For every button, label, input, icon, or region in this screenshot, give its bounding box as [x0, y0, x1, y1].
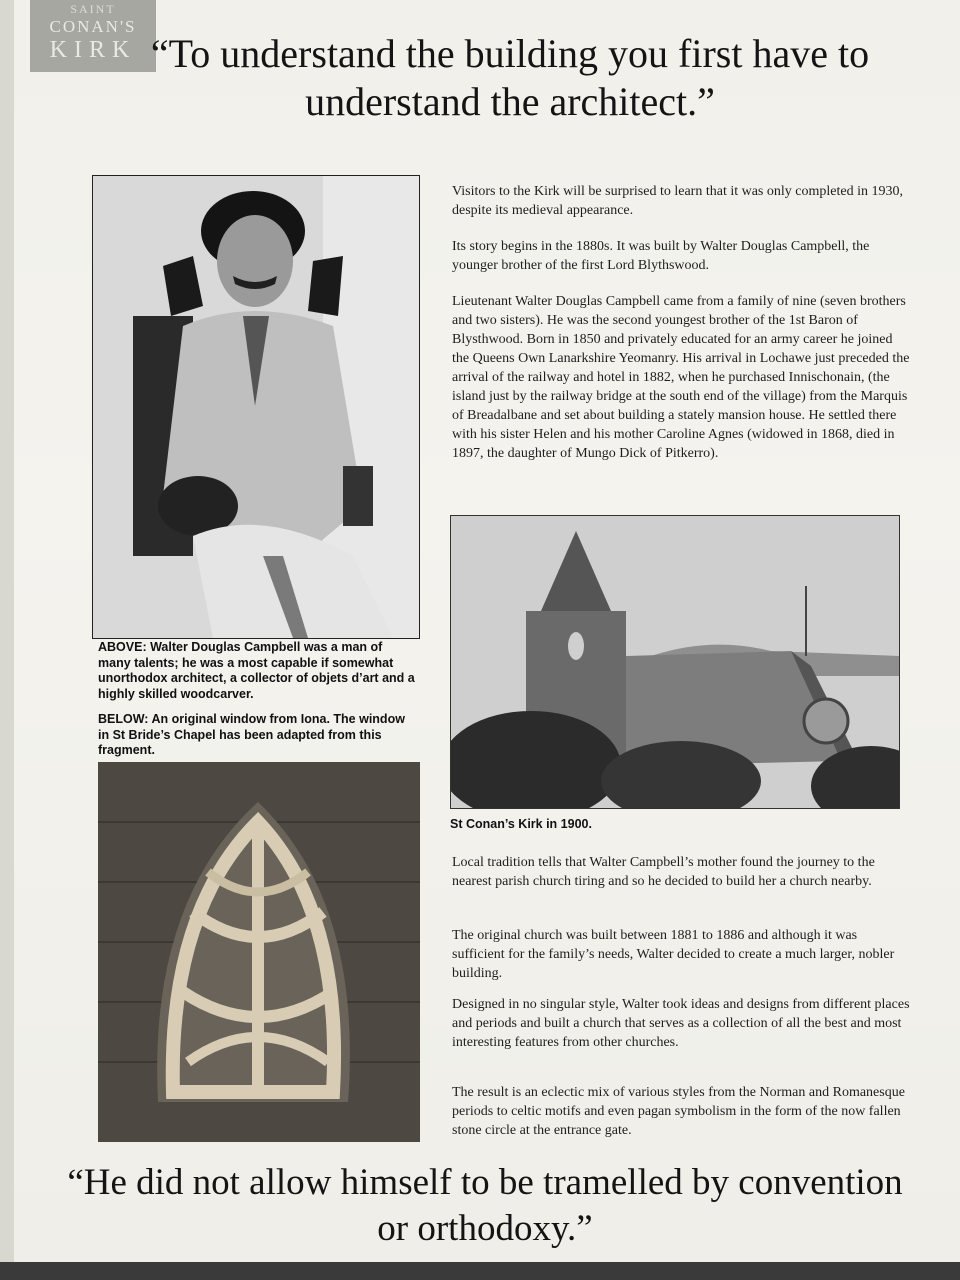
- body-paragraph-2: The original church was built between 1881 to 1886 and although it was sufficient for the family’s needs, Walter decided to create a much larger, nobler building.: [452, 928, 895, 981]
- footer-quote: “He did not allow himself to be tramelled by convention or orthodoxy.”: [67, 1162, 903, 1249]
- intro-paragraph-3: Lieutenant Walter Douglas Campbell came from a family of nine (seven brothers and two sisters). He was the second youngest brother of the 1st Baron of Blysthwood. Born in 1850 and privately educated for an army career he joined the Queens Own Lanarkshire Yeomanry. His arrival in Lochawe just preceded the arrival of the railway and hotel in 1882, when he purchased Innischonain, (the island just by the railway bridge at the south end of the village) from the Marquis of Breadalbane and set about building a stately mansion house. He settled there with his sister Helen and his mother Caroline Agnes (widowed in 1868, died in 1897, the daughter of Mungo Dick of Pitkerro).: [452, 294, 910, 461]
- logo-line-1: SAINT: [70, 2, 116, 16]
- caption-kirk: St Conan’s Kirk in 1900.: [450, 817, 592, 831]
- intro-paragraph-2: Its story begins in the 1880s. It was built by Walter Douglas Campbell, the younger brother of the first Lord Blythswood.: [452, 239, 870, 273]
- portrait-photo: [92, 175, 420, 639]
- caption-below: BELOW: An original window from Iona. The window in St Bride’s Chapel has been adapted from this fragment.: [98, 712, 405, 757]
- kirk-illustration: [451, 516, 899, 808]
- window-fragment-illustration: [98, 762, 420, 1142]
- headline-quote: “To understand the building you first have to understand the architect.”: [150, 31, 870, 124]
- board-edge: [0, 0, 14, 1280]
- body-paragraph-4: The result is an eclectic mix of various styles from the Norman and Romanesque periods to celtic motifs and even pagan symbolism in the form of the now fallen stone circle at the entrance gate.: [452, 1085, 905, 1138]
- intro-paragraph-1: Visitors to the Kirk will be surprised to learn that it was only completed in 1930, despite its medieval appearance.: [452, 184, 903, 218]
- body-paragraph-1: Local tradition tells that Walter Campbell’s mother found the journey to the nearest parish church tiring and so he decided to build her a church nearby.: [452, 855, 875, 889]
- logo-line-3: KIRK: [49, 37, 137, 63]
- portrait-illustration: [93, 176, 419, 638]
- body-paragraph-3: Designed in no singular style, Walter took ideas and designs from different places and periods and built a church that serves as a collection of all the best and most interesting features from other churches.: [452, 997, 910, 1050]
- caption-above: ABOVE: Walter Douglas Campbell was a man of many talents; he was a most capable if somewhat unorthodox architect, a collector of objets d’art and a highly skilled woodcarver.: [98, 640, 415, 701]
- iona-window-photo: [98, 762, 420, 1142]
- board-bottom-edge: [0, 1262, 960, 1280]
- kirk-1900-photo: [450, 515, 900, 809]
- logo-line-2: CONAN'S: [49, 17, 137, 36]
